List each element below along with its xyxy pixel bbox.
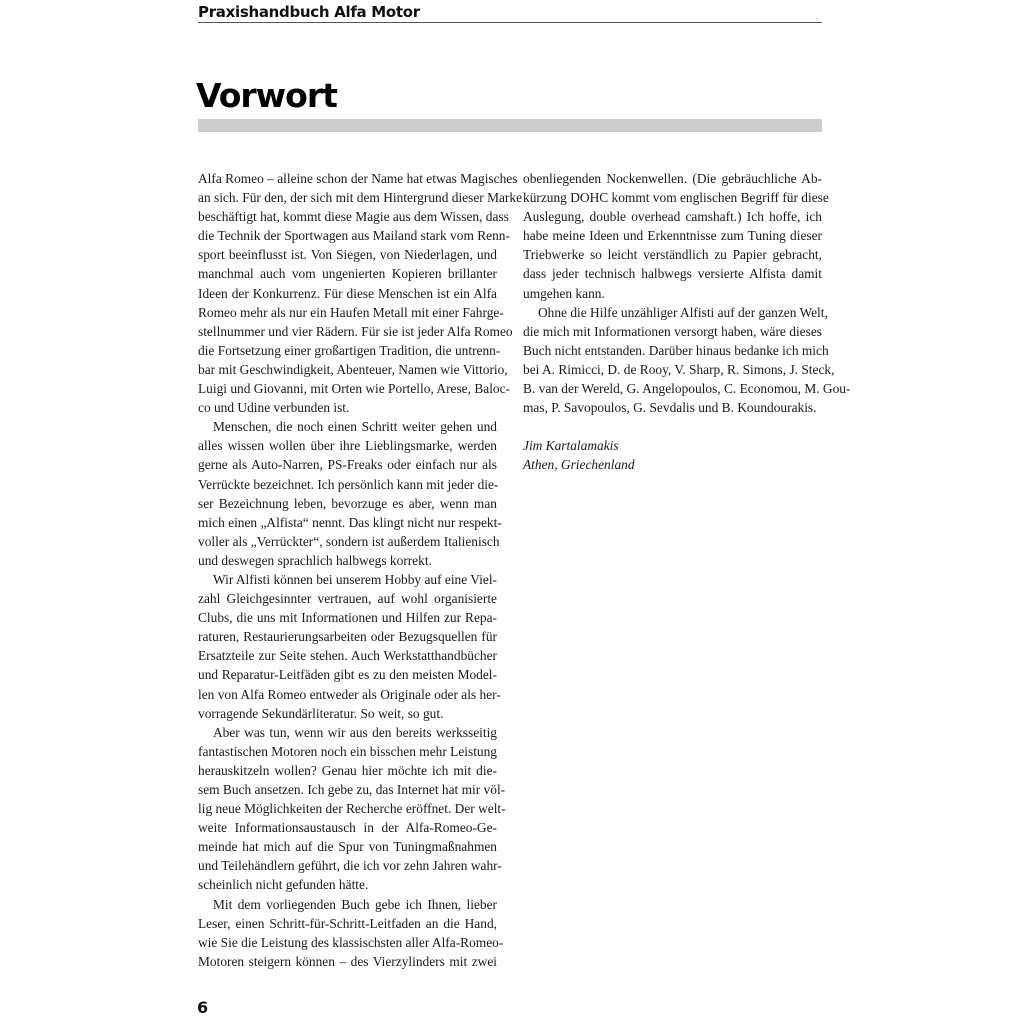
text-line: kürzung DOHC kommt vom englischen Begriff für diese: [523, 190, 829, 206]
text-line: zahl Gleichgesinnter vertrauen, auf wohl organisierte: [198, 591, 497, 607]
text-line: bar mit Geschwindigkeit, Abenteuer, Namen wie Vittorio,: [198, 361, 508, 377]
text-line: Clubs, die uns mit Informationen und Hilfen zur Repa-: [198, 610, 497, 626]
paragraph: [198, 169, 523, 417]
paragraph: [523, 303, 851, 418]
text-line: Buch nicht entstanden. Darüber hinaus bedanke ich mich: [523, 342, 829, 358]
paragraph: [198, 417, 502, 570]
text-line: Romeo mehr als nur ein Haufen Metall mit einer Fahrge-: [198, 304, 504, 320]
text-line: habe meine Ideen und Erkenntnisse zum Tuning dieser: [523, 228, 822, 244]
text-line: manchmal auch vom ungenierten Kopieren brillanter: [198, 266, 497, 282]
signature-name: Jim Kartalamakis: [523, 438, 619, 454]
text-line: mas, P. Savopoulos, G. Sevdalis und B. Koundourakis.: [523, 400, 817, 416]
text-line: und Reparatur-Leitfäden gibt es zu den meisten Model-: [198, 667, 497, 683]
text-line: Menschen, die noch einen Schritt weiter gehen und: [213, 419, 497, 435]
text-line: Leser, einen Schritt-für-Schritt-Leitfaden an die Hand,: [198, 915, 497, 931]
left-column: [198, 169, 523, 971]
text-line: fantastischen Motoren noch ein bisschen mehr Leistung: [198, 743, 497, 759]
text-line: umgehen kann.: [523, 285, 605, 301]
signature: [523, 436, 822, 474]
text-line: Motoren steigern können – des Vierzylinders mit zwei: [198, 953, 497, 969]
text-line: Auslegung, double overhead camshaft.) Ich hoffe, ich: [523, 209, 822, 225]
text-line: die mich mit Informationen versorgt haben, wäre dieses: [523, 323, 822, 339]
text-line: dass jeder technisch halbwegs versierte Alfista damit: [523, 266, 822, 282]
text-line: und Teilehändlern geführt, die ich vor zehn Jahren wahr-: [198, 858, 502, 874]
text-line: die Technik der Sportwagen aus Mailand stark vom Renn-: [198, 228, 510, 244]
text-line: gerne als Auto-Narren, PS-Freaks oder einfach nur als: [198, 457, 497, 473]
page-number: 6: [197, 998, 209, 1017]
text-line: an sich. Für den, der sich mit dem Hintergrund dieser Marke: [198, 190, 523, 206]
text-line: stellnummer und vier Rädern. Für sie ist jeder Alfa Romeo: [198, 323, 513, 339]
text-line: ser Bezeichnung leben, bevorzuge es aber, wenn man: [198, 495, 497, 511]
text-line: vorragende Sekundärliteratur. So weit, so gut.: [198, 705, 444, 721]
running-head: Praxishandbuch Alfa Motor: [198, 3, 822, 23]
signature-place: Athen, Griechenland: [523, 457, 635, 473]
text-line: Mit dem vorliegenden Buch gebe ich Ihnen, lieber: [213, 896, 497, 912]
text-line: scheinlich nicht gefunden hätte.: [198, 877, 369, 893]
paragraph: [198, 895, 504, 971]
text-line: Triebwerke so leicht verständlich zu Papier gebracht,: [523, 247, 822, 263]
paragraph: [523, 169, 829, 303]
text-line: Wir Alfisti können bei unserem Hobby auf eine Viel-: [213, 571, 498, 587]
text-line: beschäftigt hat, kommt diese Magie aus dem Wissen, dass: [198, 209, 509, 225]
text-line: bei A. Rimicci, D. de Rooy, V. Sharp, R. Simons, J. Steck,: [523, 361, 835, 377]
text-line: Ersatzteile zur Seite stehen. Auch Werkstatthandbücher: [198, 648, 497, 664]
text-line: raturen, Restaurierungsarbeiten oder Bezugsquellen für: [198, 629, 497, 645]
text-line: weite Informationsaustausch in der Alfa-Romeo-Ge-: [198, 820, 497, 836]
text-line: herauskitzeln wollen? Genau hier möchte ich mit die-: [198, 762, 497, 778]
text-line: und deswegen sprachlich halbwegs korrekt.: [198, 552, 432, 568]
text-line: Ideen der Konkurrenz. Für diese Menschen ist ein Alfa: [198, 285, 497, 301]
text-line: die Fortsetzung einer großartigen Tradition, die untrenn-: [198, 342, 501, 358]
text-line: obenliegenden Nockenwellen. (Die gebräuchliche Ab-: [523, 171, 822, 186]
text-line: Luigi und Giovanni, mit Orten wie Portello, Arese, Baloc-: [198, 381, 511, 397]
text-line: Ohne die Hilfe unzähliger Alfisti auf der ganzen Welt,: [538, 304, 828, 320]
title-rule: [198, 119, 822, 132]
text-line: sem Buch ansetzen. Ich gebe zu, das Internet hat mir völ-: [198, 782, 506, 797]
text-line: len von Alfa Romeo entweder als Originale oder als her-: [198, 686, 501, 702]
text-line: lig neue Möglichkeiten der Recherche eröffnet. Der welt-: [198, 801, 506, 817]
paragraph: [198, 723, 506, 895]
page-title: Vorwort: [196, 76, 337, 115]
text-line: Verrückte bezeichnet. Ich persönlich kann mit jeder die-: [198, 476, 499, 492]
text-line: Alfa Romeo – alleine schon der Name hat etwas Magisches: [198, 171, 518, 186]
text-line: co und Udine verbunden ist.: [198, 400, 350, 416]
right-column: [523, 169, 851, 475]
text-line: voller als „Verrückter“, sondern ist außerdem Italienisch: [198, 533, 500, 549]
text-line: mich einen „Alfista“ nennt. Das klingt nicht nur respekt-: [198, 514, 502, 530]
text-line: alles wissen wollen über ihre Lieblingsmarke, werden: [198, 438, 497, 454]
text-line: meinde hat mich auf die Spur von Tuningmaßnahmen: [198, 839, 497, 855]
text-line: wie Sie die Leistung des klassischsten aller Alfa-Romeo-: [198, 934, 504, 950]
text-line: B. van der Wereld, G. Angelopoulos, C. Economou, M. Gou-: [523, 381, 851, 397]
paragraph: [198, 570, 501, 723]
text-line: sport beeinflusst ist. Von Siegen, von Niederlagen, und: [198, 247, 497, 263]
text-line: Aber was tun, wenn wir aus den bereits werksseitig: [213, 724, 497, 740]
